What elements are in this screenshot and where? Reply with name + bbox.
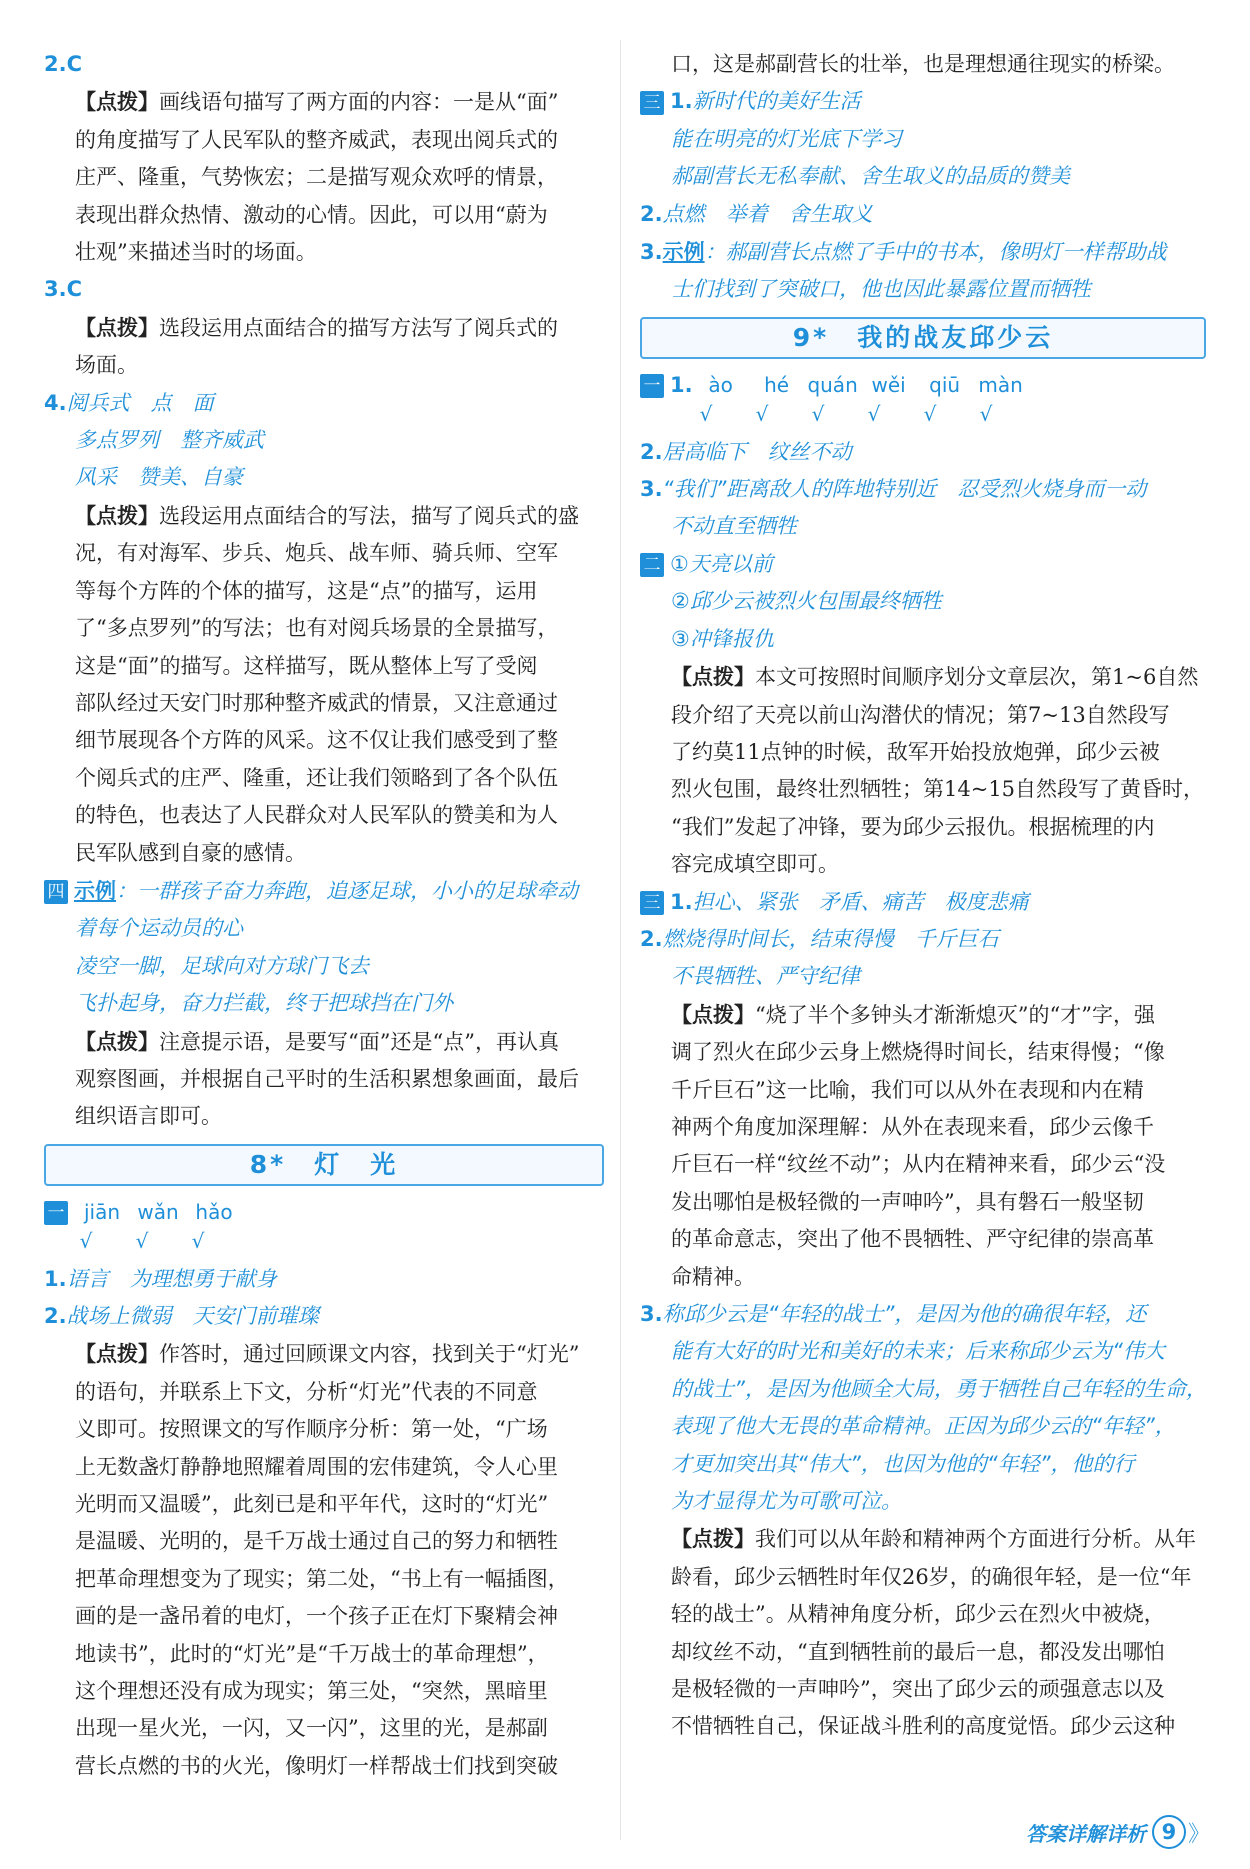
pinyin-answer: màn (978, 372, 1023, 397)
handwritten-answer: 不动直至牺牲 (671, 514, 797, 539)
handwritten-line (640, 158, 1206, 195)
answer-line (640, 233, 1206, 271)
tip-label: 点拨 (692, 664, 734, 690)
text-line: 的语句，并联系上下文，分析“灯光”代表的不同意 (75, 1379, 538, 1404)
section-badge: 三 (640, 91, 664, 115)
answer-line (44, 1261, 604, 1298)
text-line: “我们”发起了冲锋，要为邱少云报仇。根据梳理的内 (671, 814, 1155, 839)
handwritten-line (640, 583, 1206, 620)
text-line: 况，有对海军、步兵、炮兵、战车师、骑兵师、空军 (75, 541, 558, 566)
chevron-icon: 》 (1187, 1821, 1210, 1847)
page-number: 9 (1152, 1815, 1186, 1849)
section-badge: 四 (44, 880, 68, 904)
section-line (640, 884, 1206, 921)
tip-text: 本文可按照时间顺序划分文章层次，第1~6自然 (755, 665, 1199, 690)
handwritten-line (640, 1371, 1206, 1408)
handwritten-answer: 阅兵式 点 面 (66, 390, 214, 415)
text-line: 画的是一盏吊着的电灯，一个孩子正在灯下聚精会神 (75, 1604, 558, 1629)
answer-line (640, 471, 1206, 508)
text-line: 庄严、隆重，气势恢宏；二是描写观众欢呼的情景， (75, 165, 558, 190)
tip-open-bracket: 【 (75, 89, 96, 115)
answer-line (640, 1296, 1206, 1333)
answer-line (44, 46, 604, 83)
text-line: 营长点燃的书的火光，像明灯一样帮战士们找到突破 (75, 1753, 558, 1778)
section-line (44, 872, 604, 910)
tip-text: 作答时，通过回顾课文内容，找到关于“灯光” (159, 1342, 580, 1367)
handwritten-answer: 才更加突出其“伟大”，也因为他的“年轻”，他的行 (671, 1451, 1135, 1476)
pinyin-answer: wěi (871, 372, 906, 397)
text-line: 壮观”来描述当时的场面。 (75, 240, 317, 265)
text-line: 表现出群众热情、激动的心情。因此，可以用“蔚为 (75, 202, 548, 227)
tip-close-bracket: 】 (138, 1028, 159, 1054)
question-number: 1. (670, 889, 693, 914)
section-badge: 一 (640, 374, 664, 398)
text-line: 民军队感到自豪的感情。 (75, 840, 306, 865)
question-number: 3. (640, 240, 663, 265)
text-line: 把革命理想变为了现实；第二处，“书上有一幅插图， (75, 1566, 569, 1591)
handwritten-line (44, 985, 604, 1022)
tip-label: 点拨 (96, 1341, 138, 1367)
tip-line (640, 1520, 1206, 1558)
pinyin-answer: ào (708, 372, 733, 397)
tip-close-bracket: 】 (138, 314, 159, 340)
text-line: 这是“面”的描写。这样描写，既从整体上写了受阅 (75, 653, 538, 678)
question-number: 3. (640, 1302, 663, 1326)
text-line: 光明而又温暖”，此刻已是和平年代，这时的“灯光” (75, 1492, 549, 1517)
handwritten-answer: 为才显得尤为可歌可泣。 (671, 1489, 902, 1514)
text-line: 出现一星火光，一闪，又一闪”，这里的光，是郝副 (75, 1716, 548, 1741)
question-number: 2. (640, 439, 663, 464)
section-title: 8* 灯 光 (44, 1144, 604, 1186)
text-line: 烈火包围，最终壮烈牺牲；第14~15自然段写了黄昏时， (671, 777, 1205, 802)
tip-close-bracket: 】 (734, 664, 755, 690)
column-divider (620, 40, 621, 1840)
handwritten-answer: 称邱少云是“年轻的战士”，是因为他的确很年轻，还 (662, 1302, 1147, 1326)
text-line: 这个理想还没有成为现实；第三处，“突然，黑暗里 (75, 1679, 548, 1704)
tip-text: 我们可以从年龄和精神两个方面进行分析。从年 (755, 1527, 1196, 1552)
tip-line (44, 1335, 604, 1373)
handwritten-line (44, 910, 604, 947)
text-line: 部队经过天安门时那种整齐威武的情景，又注意通过 (75, 690, 558, 715)
answer-line (44, 271, 604, 308)
handwritten-answer: 风采 赞美、自豪 (75, 465, 243, 490)
section-badge: 一 (44, 1201, 68, 1225)
tip-label: 点拨 (96, 89, 138, 115)
text-line: 的革命意志，突出了他不畏牺牲、严守纪律的崇高革 (671, 1227, 1154, 1252)
tip-label: 点拨 (96, 314, 138, 340)
handwritten-answer: 表现了他大无畏的革命精神。正因为邱少云的“年轻”， (671, 1414, 1176, 1439)
text-line: 地读书”，此时的“灯光”是“千万战士的革命理想”， (75, 1641, 549, 1666)
text-line: 是极轻微的一声呻吟”，突出了邱少云的顽强意志以及 (671, 1677, 1165, 1702)
check-row (44, 1223, 604, 1260)
pinyin-answer: quán (807, 372, 858, 397)
tip-text: 画线语句描写了两方面的内容：一是从“面” (159, 90, 559, 115)
question-number: 4. (44, 390, 67, 415)
tip-open-bracket: 【 (671, 1526, 692, 1552)
text-line: 不惜牺牲自己，保证战斗胜利的高度觉悟。邱少云这种 (671, 1714, 1175, 1739)
tip-line (44, 1023, 604, 1061)
tip-line (44, 497, 604, 535)
tip-close-bracket: 】 (138, 1341, 159, 1367)
example-label: 示例 (662, 239, 705, 265)
text-line: 发出哪怕是极轻微的一声呻吟”，具有磐石一般坚韧 (671, 1189, 1144, 1214)
right-column (640, 46, 1206, 1746)
check-mark: √ (135, 1229, 149, 1254)
handwritten-answer: ③冲锋报仇 (671, 626, 774, 651)
handwritten-answer: 能有大好的时光和美好的未来；后来称邱少云为“伟大 (671, 1339, 1165, 1364)
tip-open-bracket: 【 (75, 314, 96, 340)
handwritten-line (640, 271, 1206, 308)
question-number: 2. (44, 52, 67, 76)
tip-label: 点拨 (692, 1001, 734, 1027)
handwritten-answer: ②邱少云被烈火包围最终牺牲 (671, 589, 942, 614)
check-mark: √ (811, 402, 825, 427)
answer-line (640, 921, 1206, 958)
handwritten-answer: 飞扑起身，奋力拦截，终于把球挡在门外 (75, 991, 453, 1016)
text-line: 命精神。 (671, 1264, 755, 1289)
question-number: 2. (640, 201, 663, 226)
answer-choice: C (66, 52, 83, 76)
example-label: 示例 (74, 877, 116, 903)
section-badge: 二 (640, 553, 664, 577)
tip-line (640, 996, 1206, 1034)
check-row (640, 396, 1206, 433)
text-line: 口，这是郝副营长的壮举，也是理想通往现实的桥梁。 (671, 52, 1175, 76)
handwritten-answer: 能在明亮的灯光底下学习 (671, 126, 902, 151)
page-footer (1026, 1815, 1210, 1849)
tip-text: 选段运用点面结合的写法，描写了阅兵式的盛 (159, 503, 579, 528)
text-line: 个阅兵式的庄严、隆重，还让我们领略到了各个队伍 (75, 765, 558, 790)
text-line: 龄看，邱少云牺牲时年仅26岁，的确很年轻，是一位“年 (671, 1564, 1192, 1589)
question-number: 1. (44, 1266, 67, 1291)
handwritten-answer: 士们找到了突破口，他也因此暴露位置而牺牲 (671, 277, 1091, 302)
text-line: 的角度描写了人民军队的整齐威武，表现出阅兵式的 (75, 127, 558, 152)
handwritten-answer: 凌空一脚，足球向对方球门飞去 (75, 953, 369, 978)
text-line: 组织语言即可。 (75, 1104, 222, 1129)
text-line: 的特色，也表达了人民群众对人民军队的赞美和为人 (75, 803, 558, 828)
tip-open-bracket: 【 (75, 502, 96, 528)
check-mark: √ (191, 1229, 205, 1254)
check-mark: √ (79, 1229, 93, 1254)
handwritten-answer: 着每个运动员的心 (75, 916, 243, 941)
handwritten-answer: 郝副营长无私奉献、舍生取义的品质的赞美 (671, 164, 1070, 189)
text-line: 容完成填空即可。 (671, 852, 839, 877)
handwritten-line (640, 1408, 1206, 1445)
tip-line (44, 83, 604, 121)
handwritten-answer: ①天亮以前 (670, 551, 773, 576)
tip-label: 点拨 (96, 1028, 138, 1054)
answer-line (640, 196, 1206, 233)
handwritten-answer: 不畏牺牲、严守纪律 (671, 964, 860, 989)
tip-text: “烧了半个多钟头才渐渐熄灭”的“才”字，强 (755, 1002, 1155, 1027)
tip-line (44, 309, 604, 347)
text-line: 了“多点罗列”的写法；也有对阅兵场景的全景描写， (75, 616, 559, 641)
tip-open-bracket: 【 (671, 1001, 692, 1027)
question-number: 2. (44, 1304, 67, 1328)
check-mark: √ (755, 402, 769, 427)
text-line: 段介绍了天亮以前山沟潜伏的情况；第7~13自然段写 (671, 702, 1170, 727)
pinyin-answer: hé (764, 372, 790, 397)
answer-line (44, 385, 604, 422)
tip-label: 点拨 (692, 1526, 734, 1552)
tip-line (640, 658, 1206, 696)
pinyin-answer: hǎo (195, 1199, 233, 1224)
handwritten-answer: 语言 为理想勇于献身 (66, 1266, 277, 1291)
footer-label: 答案详解详析 (1025, 1821, 1146, 1846)
tip-close-bracket: 】 (734, 1526, 755, 1552)
text-line: 上无数盏灯静静地照耀着周围的宏伟建筑，令人心里 (75, 1454, 558, 1479)
handwritten-line (640, 1446, 1206, 1483)
tip-text: 选段运用点面结合的描写方法写了阅兵式的 (159, 315, 558, 340)
handwritten-answer: 的战士”，是因为他顾全大局，勇于牺牲自己年轻的生命， (671, 1376, 1207, 1401)
handwritten-answer: 点燃 举着 舍生取义 (662, 201, 873, 226)
handwritten-line (44, 459, 604, 496)
handwritten-answer: 战场上微弱 天安门前璀璨 (66, 1304, 319, 1328)
left-column (44, 46, 604, 1785)
check-mark: √ (923, 402, 937, 427)
handwritten-line (640, 621, 1206, 658)
text-line: 斤巨石一样“纹丝不动”；从内在精神来看，邱少云“没 (671, 1152, 1166, 1177)
handwritten-answer: 多点罗列 整齐威武 (75, 428, 264, 453)
tip-close-bracket: 】 (734, 1001, 755, 1027)
handwritten-answer: ：郝副营长点燃了手中的书本，像明灯一样帮助战 (704, 240, 1167, 265)
handwritten-answer: “我们”距离敌人的阵地特别近 忍受烈火烧身而一动 (662, 477, 1147, 502)
text-line: 是温暖、光明的，是千万战士通过自己的努力和牺牲 (75, 1529, 558, 1554)
text-line: 细节展现各个方阵的风采。这不仅让我们感受到了整 (75, 728, 558, 753)
check-mark: √ (867, 402, 881, 427)
text-line: 调了烈火在邱少云身上燃烧得时间长，结束得慢；“像 (671, 1040, 1165, 1065)
tip-open-bracket: 【 (75, 1028, 96, 1054)
handwritten-line (640, 121, 1206, 158)
text-line: 却纹丝不动，“直到牺牲前的最后一息，都没发出哪怕 (671, 1639, 1165, 1664)
handwritten-line (640, 508, 1206, 545)
text-line: 千斤巨石”这一比喻，我们可以从外在表现和内在精 (671, 1077, 1144, 1102)
text-line: 义即可。按照课文的写作顺序分析：第一处，“广场 (75, 1417, 548, 1442)
question-number: 1. (670, 89, 693, 114)
text-line: 观察图画，并根据自己平时的生活积累想象画面，最后 (75, 1066, 579, 1091)
answer-choice: C (66, 277, 83, 302)
text-line: 场面。 (75, 353, 138, 378)
tip-open-bracket: 【 (671, 664, 692, 690)
check-mark: √ (699, 402, 713, 427)
answer-line (44, 1298, 604, 1335)
question-number: 1. (670, 372, 693, 397)
question-number: 3. (44, 277, 67, 302)
handwritten-answer: 新时代的美好生活 (692, 89, 861, 114)
tip-open-bracket: 【 (75, 1341, 96, 1367)
pinyin-answer: wǎn (137, 1199, 179, 1224)
tip-label: 点拨 (96, 502, 138, 528)
question-number: 3. (640, 477, 663, 502)
text-line: 轻的战士”。从精神角度分析，邱少云在烈火中被烧， (671, 1602, 1165, 1627)
question-number: 2. (640, 926, 663, 951)
handwritten-answer: 燃烧得时间长，结束得慢 千斤巨石 (662, 926, 999, 951)
text-line: 神两个角度加深理解：从外在表现来看，邱少云像千 (671, 1114, 1154, 1139)
tip-close-bracket: 】 (138, 89, 159, 115)
section-line (640, 546, 1206, 583)
pinyin-answer: jiān (83, 1199, 121, 1224)
section-title: 9* 我的战友邱少云 (640, 317, 1206, 359)
handwritten-line (640, 1333, 1206, 1370)
handwritten-answer: 居高临下 纹丝不动 (662, 439, 852, 464)
handwritten-line (44, 422, 604, 459)
handwritten-line (640, 958, 1206, 995)
text-line: 等每个方阵的个体的描写，这是“点”的描写，运用 (75, 578, 538, 603)
pinyin-answer: qiū (929, 372, 961, 397)
tip-text: 注意提示语，是要写“面”还是“点”，再认真 (159, 1029, 559, 1054)
handwritten-answer: 担心、紧张 矛盾、痛苦 极度悲痛 (692, 889, 1029, 914)
tip-close-bracket: 】 (138, 502, 159, 528)
handwritten-line (44, 948, 604, 985)
section-badge: 三 (640, 891, 664, 915)
section-line (640, 83, 1206, 120)
text-line: 了约莫11点钟的时候，敌军开始投放炮弹，邱少云被 (671, 739, 1160, 764)
check-mark: √ (979, 402, 993, 427)
answer-line (640, 434, 1206, 471)
handwritten-line (640, 1483, 1206, 1520)
handwritten-answer: ：一群孩子奋力奔跑，追逐足球，小小的足球牵动 (116, 878, 578, 903)
